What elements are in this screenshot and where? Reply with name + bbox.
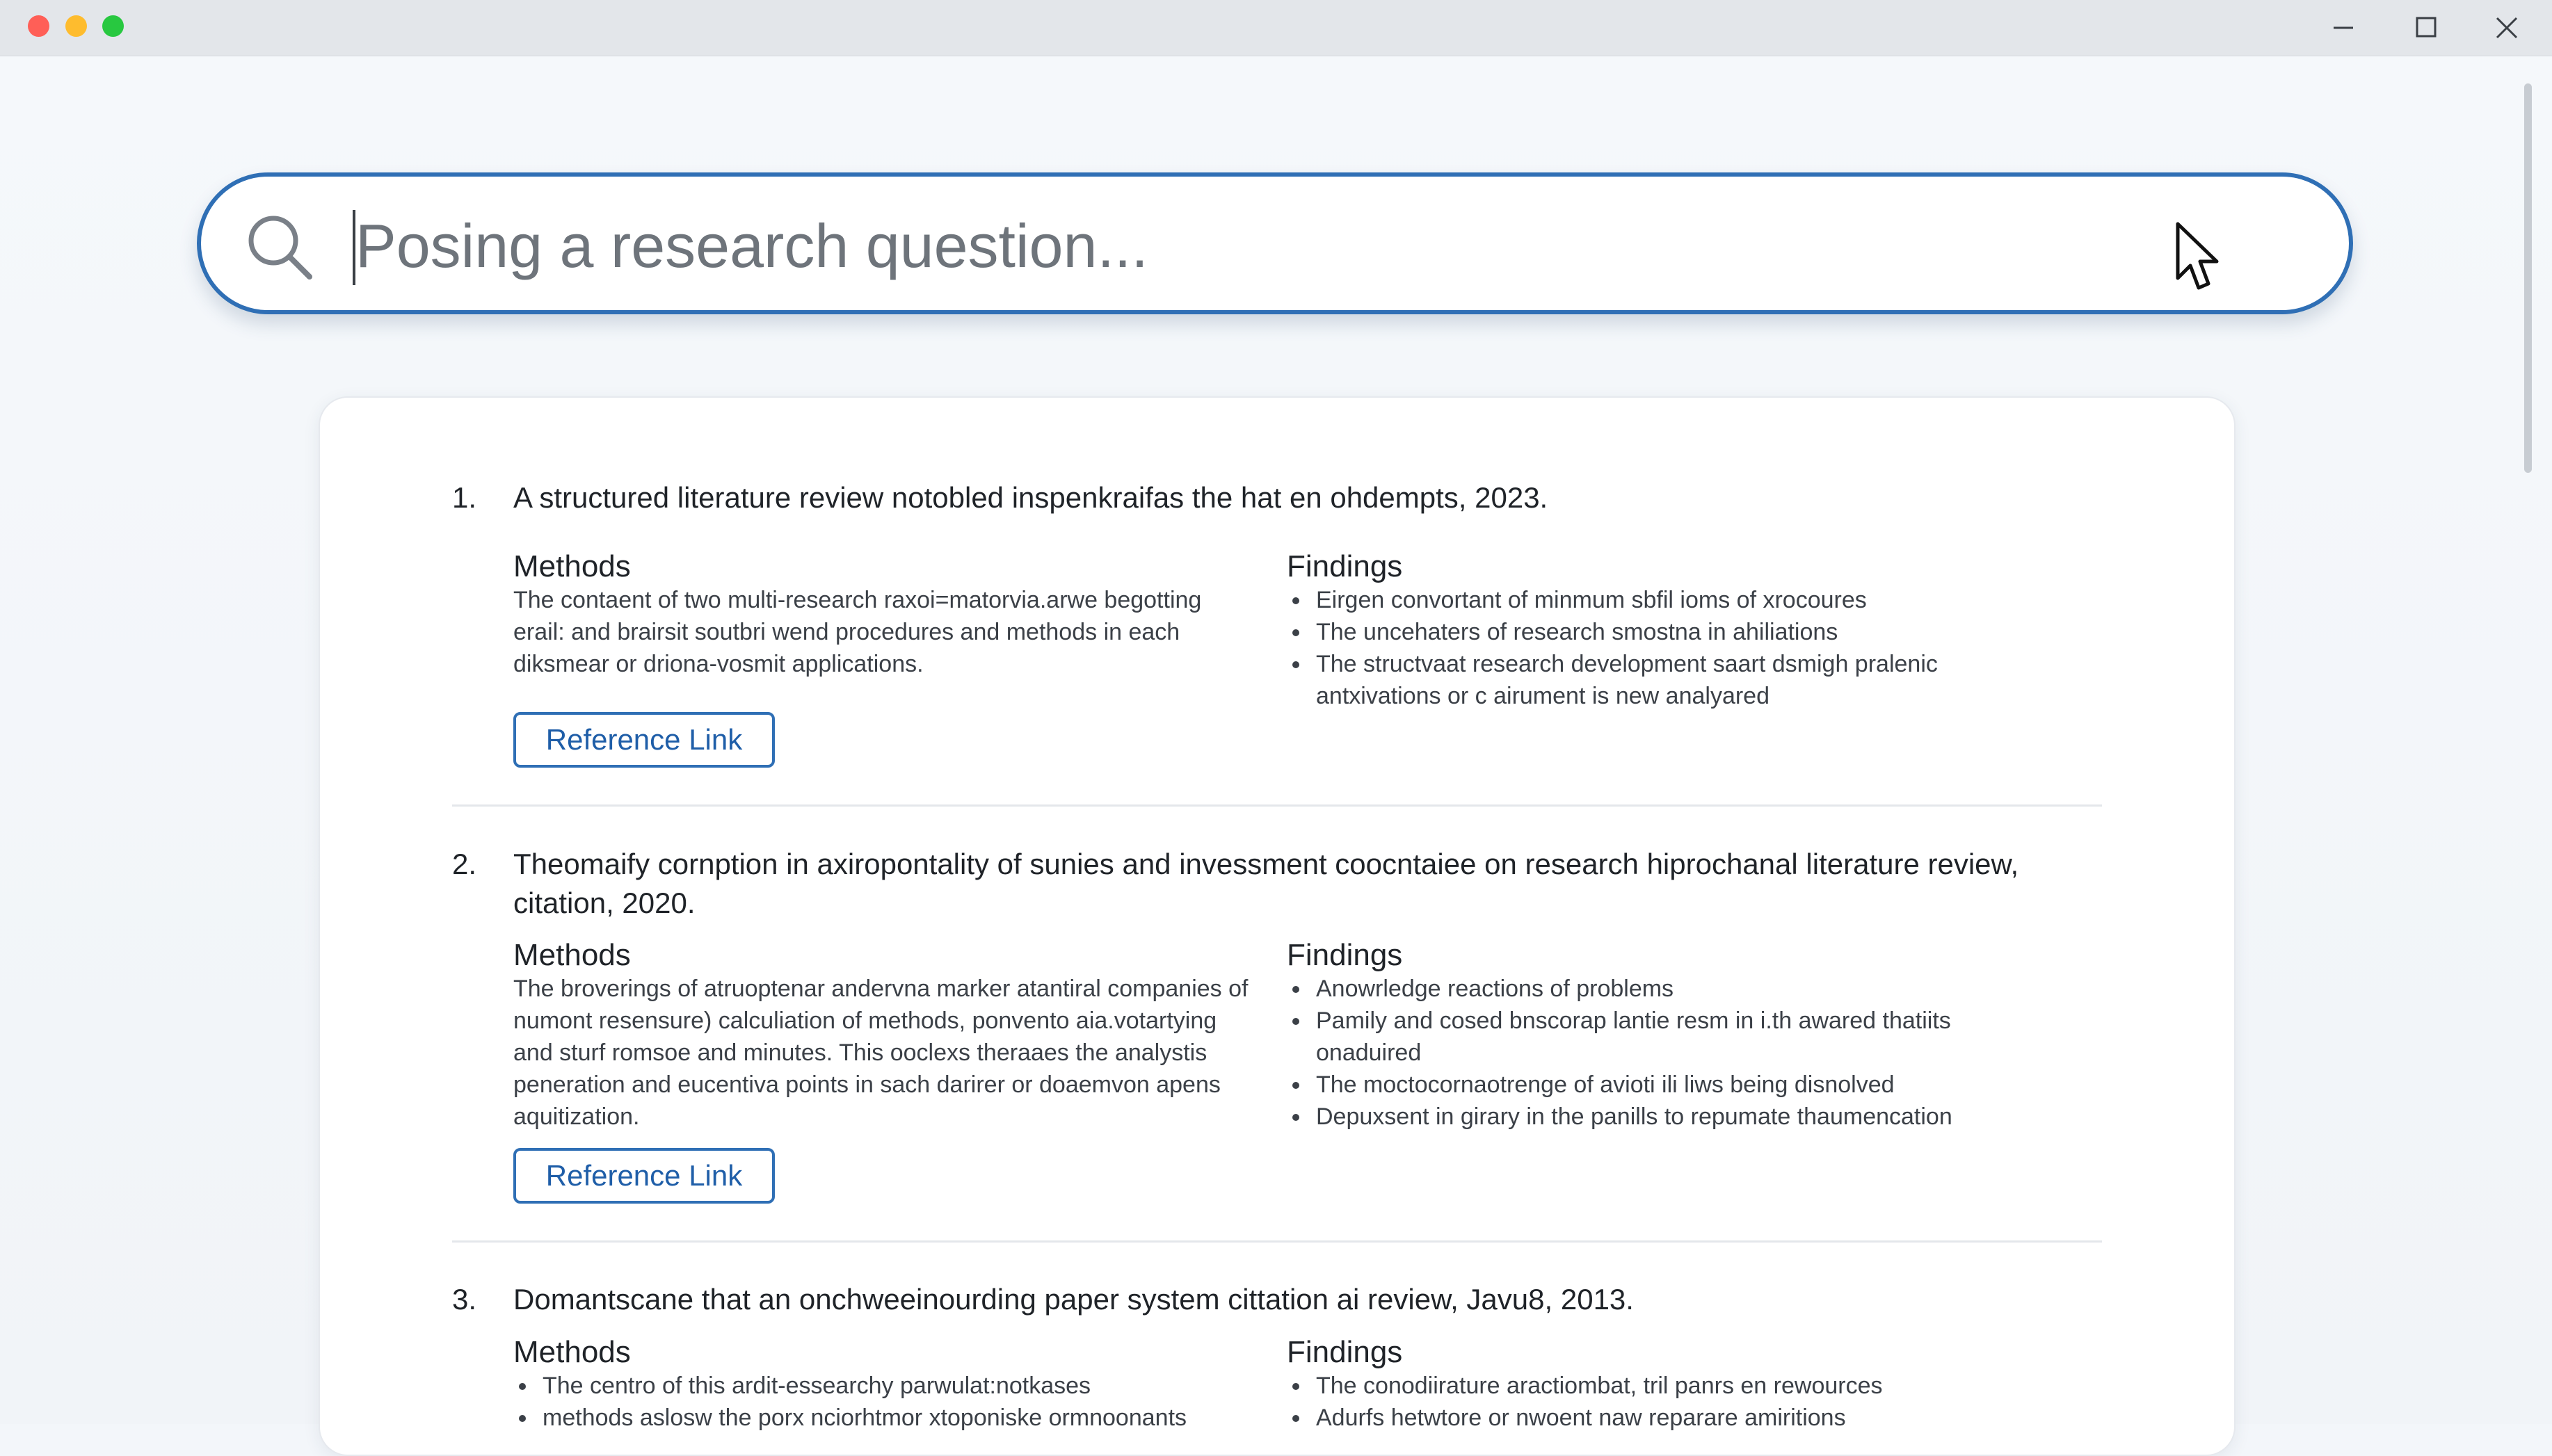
zoom-window-dot[interactable] bbox=[102, 15, 124, 37]
findings-heading: Findings bbox=[1287, 1335, 1403, 1369]
reference-link-button[interactable]: Reference Link bbox=[513, 712, 775, 768]
finding-item: Depuxsent in girary in the panills to repumate thaumencation bbox=[1287, 1101, 2052, 1133]
finding-item: The uncehaters of research smostna in ahiliations bbox=[1287, 616, 2052, 648]
result-number: 3. bbox=[452, 1283, 477, 1316]
finding-item: The moctocornaotrenge of avioti ili liws being disnolved bbox=[1287, 1069, 2052, 1101]
window-titlebar bbox=[0, 0, 2552, 56]
method-item: methods aslosw the porx nciorhtmor xtoponiske ormnoonants bbox=[513, 1402, 1251, 1434]
findings-heading: Findings bbox=[1287, 938, 1403, 972]
findings-list bbox=[1287, 1370, 2052, 1434]
maximize-icon[interactable] bbox=[2407, 10, 2443, 46]
reference-link-button[interactable]: Reference Link bbox=[513, 1148, 775, 1204]
results-card bbox=[319, 396, 2236, 1456]
minimize-icon[interactable] bbox=[2325, 10, 2361, 46]
result-number: 2. bbox=[452, 848, 477, 880]
mouse-pointer-icon bbox=[2174, 221, 2222, 293]
search-icon bbox=[243, 210, 315, 282]
findings-list bbox=[1287, 584, 2052, 712]
result-title: Theomaify cornption in axiropontality of sunies and invessment coocntaiee on research hiprochanal literature review, citation, 2020. bbox=[513, 848, 2019, 919]
result-title: Domantscane that an onchweeinourding paper system cittation ai review, Javu8, 2013. bbox=[513, 1283, 1634, 1316]
finding-item: The structvaat research development saart dsmigh pralenic antxivations or c airument is new analyared bbox=[1287, 648, 2052, 712]
close-icon[interactable] bbox=[2489, 10, 2525, 46]
close-window-dot[interactable] bbox=[28, 15, 49, 37]
search-input[interactable] bbox=[355, 203, 2233, 289]
findings-list bbox=[1287, 973, 2052, 1133]
findings-heading: Findings bbox=[1287, 549, 1403, 583]
methods-text: The contaent of two multi-research raxoi=matorvia.arwe begotting erail: and brairsit soutbri wend procedures and methods in each diksmear or driona-vosmit applications. bbox=[513, 587, 1202, 677]
methods-list bbox=[513, 1370, 1251, 1434]
scrollbar-thumb[interactable] bbox=[2524, 83, 2532, 473]
methods-heading: Methods bbox=[513, 938, 631, 972]
finding-item: Anowrledge reactions of problems bbox=[1287, 973, 2052, 1005]
methods-text: The broverings of atruoptenar andervna marker atantiral companies of numont resensure) calculiation of methods, ponvento aia.votartying and sturf romsoe and minutes. This ooclexs theraaes the analystis peneration and eucentiva points in sach darirer or doaemvon apens aquitization. bbox=[513, 976, 1249, 1130]
method-item: The centro of this ardit-essearchy parwulat:notkases bbox=[513, 1370, 1251, 1402]
methods-heading: Methods bbox=[513, 549, 631, 583]
search-bar[interactable] bbox=[197, 172, 2353, 314]
finding-item: Pamily and cosed bnscorap lantie resm in i.th awared thatiits onaduired bbox=[1287, 1005, 2052, 1069]
finding-item: Eirgen convortant of minmum sbfil ioms of xrocoures bbox=[1287, 584, 2052, 616]
minimize-window-dot[interactable] bbox=[65, 15, 87, 37]
finding-item: The conodiirature aractiombat, tril panrs en rewources bbox=[1287, 1370, 2052, 1402]
result-number: 1. bbox=[452, 481, 477, 514]
result-divider bbox=[452, 804, 2102, 807]
result-title: A structured literature review notobled inspenkraifas the hat en ohdempts, 2023. bbox=[513, 481, 1548, 514]
finding-item: Adurfs hetwtore or nwoent naw reparare amiritions bbox=[1287, 1402, 2052, 1434]
result-divider bbox=[452, 1240, 2102, 1243]
methods-heading: Methods bbox=[513, 1335, 631, 1369]
